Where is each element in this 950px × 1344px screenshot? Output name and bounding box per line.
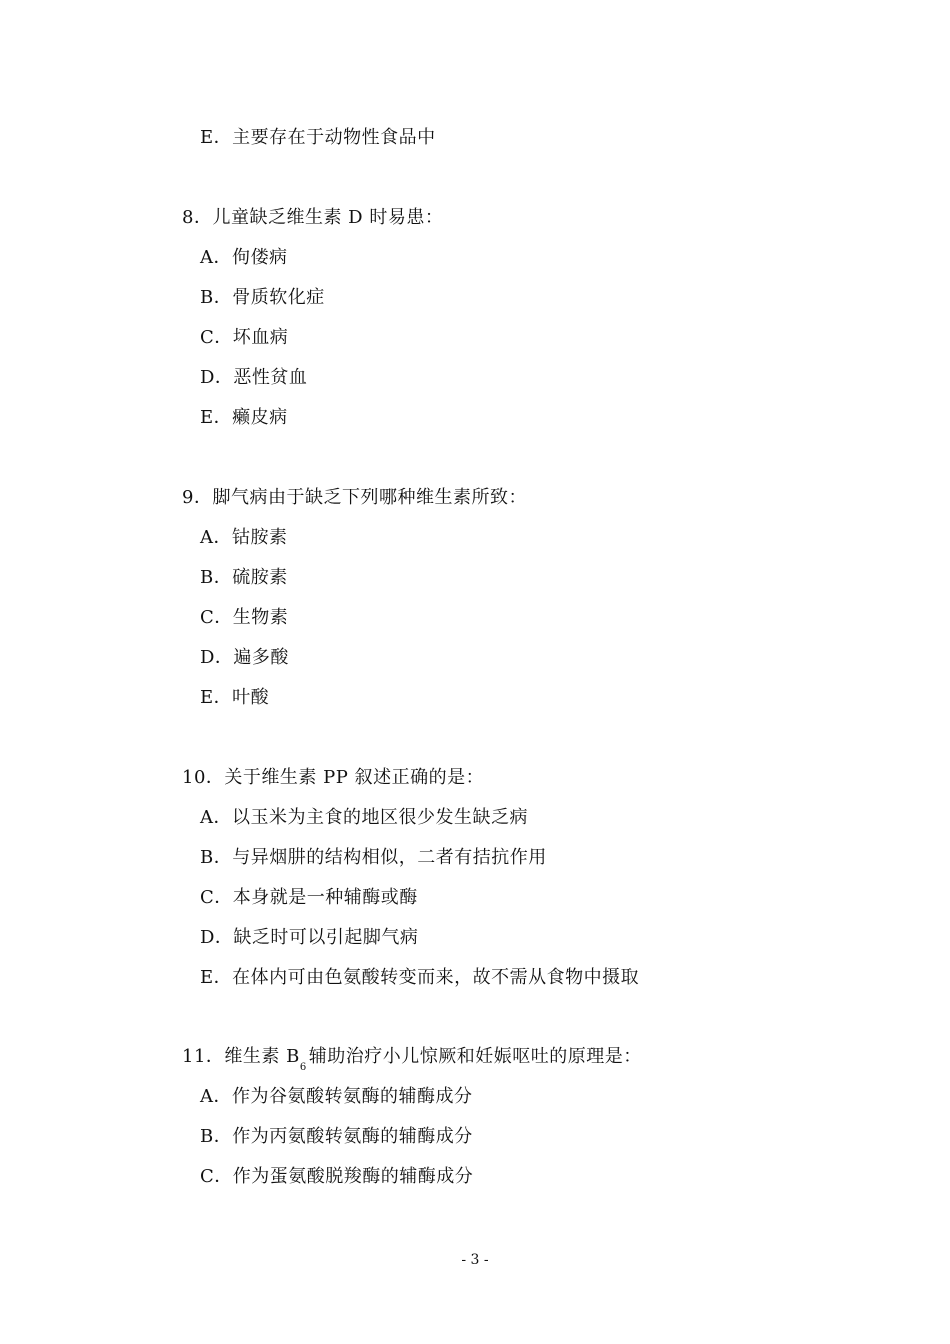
q9-option-c: C．生物素 (200, 607, 289, 628)
q10-option-b: B．与异烟肼的结构相似，二者有拮抗作用 (200, 847, 547, 868)
q9-option-e: E．叶酸 (200, 687, 270, 708)
q8-option-b: B．骨质软化症 (200, 287, 325, 308)
q11-option-b: B．作为丙氨酸转氨酶的辅酶成分 (200, 1126, 473, 1147)
q8-option-e: E．癞皮病 (200, 407, 288, 428)
q7-option-e: E．主要存在于动物性食品中 (200, 127, 436, 148)
q8-option-c: C．坏血病 (200, 327, 289, 348)
q11-stem (182, 1045, 642, 1072)
q8-option-d: D．恶性贫血 (200, 367, 308, 388)
q10-option-a: A．以玉米为主食的地区很少发生缺乏病 (200, 807, 528, 828)
q9-option-d: D．遍多酸 (200, 647, 289, 668)
q9-option-b: B．硫胺素 (200, 567, 288, 588)
page-number: - 3 - (461, 1252, 489, 1268)
q10-option-d: D．缺乏时可以引起脚气病 (200, 927, 419, 948)
q10-option-e: E．在体内可由色氨酸转变而来，故不需从食物中摄取 (200, 967, 640, 988)
q11-stem-text: 辅助治疗小儿惊厥和妊娠呕吐的原理是： (308, 1046, 642, 1067)
q11-option-a: A．作为谷氨酸转氨酶的辅酶成分 (200, 1086, 473, 1107)
q10-option-c: C．本身就是一种辅酶或酶 (200, 887, 418, 908)
q11-stem-prefix: 11．维生素 B (182, 1046, 300, 1067)
q9-option-a: A．钴胺素 (200, 527, 288, 548)
q8-option-a: A．佝偻病 (200, 247, 288, 268)
q11-stem-subscript: 6 (299, 1062, 307, 1073)
q10-stem: 10．关于维生素 PP 叙述正确的是： (182, 767, 485, 788)
q9-stem: 9．脚气病由于缺乏下列哪种维生素所致： (182, 487, 527, 508)
q11-option-c: C．作为蛋氨酸脱羧酶的辅酶成分 (200, 1166, 474, 1187)
q8-stem: 8．儿童缺乏维生素 D 时易患： (182, 207, 444, 228)
